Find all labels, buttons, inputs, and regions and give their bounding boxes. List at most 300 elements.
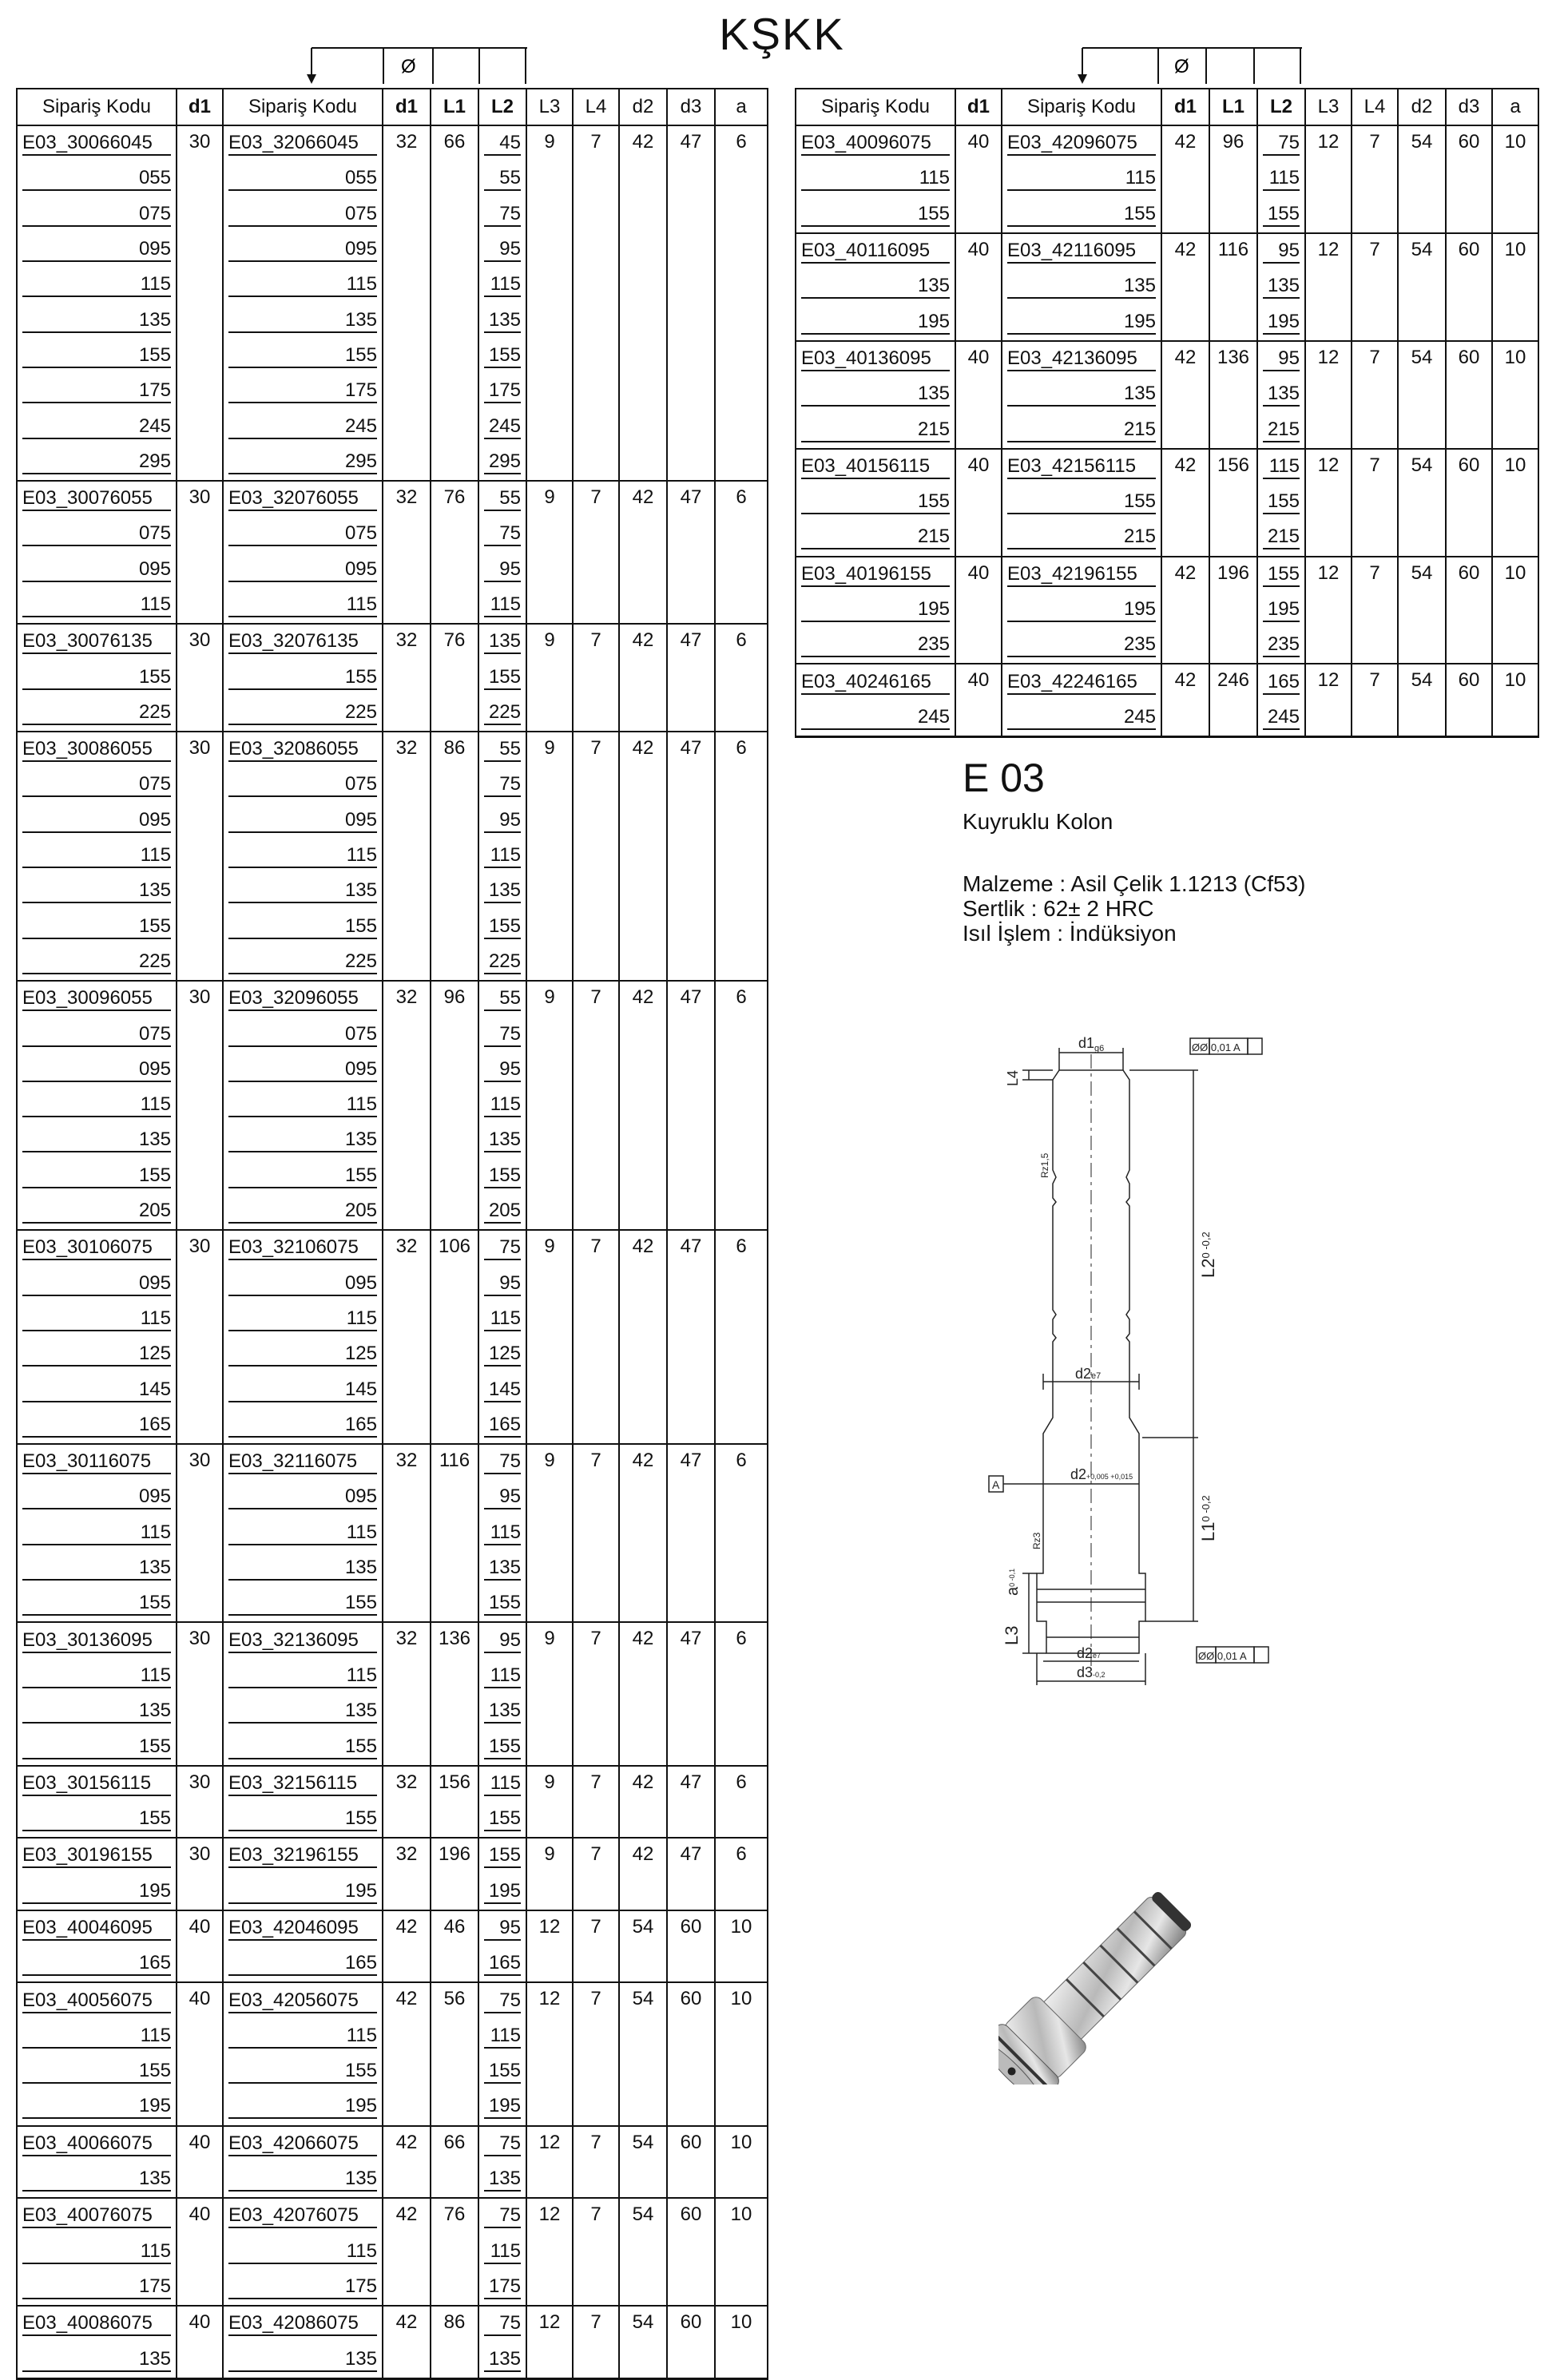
L4-cell <box>573 1267 619 1302</box>
order-code-cell: 135 <box>17 1123 177 1158</box>
d1-cell <box>1161 161 1209 196</box>
L3-cell: 12 <box>526 2306 573 2342</box>
order-code-cell: E03_40246165 <box>796 664 955 700</box>
d1-cell <box>177 268 223 303</box>
L4-cell <box>573 445 619 481</box>
a-cell <box>1492 628 1538 664</box>
L4-cell <box>573 1480 619 1515</box>
column-header: L2 <box>478 89 526 125</box>
L4-cell: 7 <box>573 2306 619 2342</box>
d2-cell <box>619 1802 667 1838</box>
d2-cell: 42 <box>619 1230 667 1266</box>
a-cell <box>715 2162 768 2198</box>
table-row <box>17 1946 768 1982</box>
L1-cell <box>431 1551 478 1586</box>
L1-cell <box>431 1302 478 1337</box>
L3-cell: 12 <box>526 2198 573 2234</box>
order-code-cell: 195 <box>17 2089 177 2125</box>
L2-cell: 115 <box>478 1766 526 1802</box>
d3-cell: 60 <box>1446 125 1492 161</box>
a-cell <box>715 1586 768 1622</box>
L1-cell <box>431 696 478 732</box>
d3-cell: 60 <box>667 1982 715 2018</box>
L4-cell <box>573 1302 619 1337</box>
order-code-cell: E03_32116075 <box>223 1444 383 1480</box>
a-cell: 6 <box>715 624 768 660</box>
roughness-rz3: Rz3 <box>1031 1532 1042 1549</box>
order-code-cell: 115 <box>223 2019 383 2054</box>
table-row <box>796 125 1538 161</box>
L1-cell: 136 <box>1209 341 1257 377</box>
L4-cell <box>573 588 619 624</box>
table-row <box>796 304 1538 340</box>
column-header: L4 <box>1352 89 1398 125</box>
L2-cell: 175 <box>478 2270 526 2306</box>
d2-cell <box>1398 593 1446 628</box>
d2-cell: 42 <box>619 1622 667 1658</box>
order-code-cell: 155 <box>17 2054 177 2089</box>
d3-cell: 60 <box>667 2306 715 2342</box>
order-code-cell: 095 <box>223 803 383 839</box>
L2-cell: 135 <box>1257 269 1305 304</box>
d3-cell <box>667 339 715 374</box>
d1-cell <box>177 374 223 409</box>
L2-cell: 125 <box>478 1337 526 1372</box>
table-row <box>17 268 768 303</box>
d3-cell <box>667 268 715 303</box>
table-row <box>796 341 1538 377</box>
L1-cell: 76 <box>431 2198 478 2234</box>
d1-cell: 30 <box>177 1766 223 1802</box>
d1-cell <box>383 553 431 588</box>
order-code-cell: 075 <box>223 517 383 552</box>
d1-cell: 40 <box>955 341 1002 377</box>
order-code-cell: 195 <box>223 1874 383 1910</box>
table-row <box>17 1480 768 1515</box>
d1-cell <box>383 696 431 732</box>
d1-cell <box>383 1586 431 1622</box>
d2-cell <box>619 874 667 909</box>
column-header: L3 <box>526 89 573 125</box>
order-code-cell: 125 <box>17 1337 177 1372</box>
table-row <box>796 233 1538 269</box>
order-code-cell: 155 <box>223 339 383 374</box>
L4-cell <box>1352 269 1398 304</box>
technical-drawing <box>982 1030 1318 1717</box>
order-code-cell: E03_40066075 <box>17 2126 177 2162</box>
table-row <box>17 445 768 481</box>
L2-cell: 75 <box>478 2198 526 2234</box>
L1-cell <box>431 2270 478 2306</box>
d1-cell <box>177 1586 223 1622</box>
d2-cell <box>619 1194 667 1230</box>
order-code-cell: 155 <box>223 1729 383 1765</box>
d1-cell <box>1161 700 1209 737</box>
d1-cell: 42 <box>1161 341 1209 377</box>
dim-L2: L2$^{0 -0,2}$ <box>1198 1232 1218 1278</box>
L1-cell <box>431 1694 478 1729</box>
L1-cell <box>431 803 478 839</box>
d3-cell <box>667 2342 715 2378</box>
L1-cell: 66 <box>431 2126 478 2162</box>
d1-cell <box>383 1516 431 1551</box>
d1-cell <box>383 1123 431 1158</box>
d1-cell: 40 <box>177 2198 223 2234</box>
d1-cell <box>177 197 223 232</box>
a-cell: 10 <box>1492 449 1538 485</box>
order-code-cell: 135 <box>17 2162 177 2198</box>
order-code-cell: 195 <box>796 304 955 340</box>
L2-cell: 155 <box>1257 485 1305 520</box>
order-code-cell: 155 <box>17 660 177 695</box>
L2-cell: 155 <box>478 2054 526 2089</box>
order-code-cell: E03_42156115 <box>1002 449 1161 485</box>
L3-cell <box>526 1551 573 1586</box>
L2-cell: 55 <box>478 481 526 517</box>
L1-cell: 156 <box>431 1766 478 1802</box>
d2-cell <box>619 1946 667 1982</box>
table-row <box>17 839 768 874</box>
order-code-cell: E03_32086055 <box>223 732 383 768</box>
column-header: L1 <box>431 89 478 125</box>
d1-cell <box>177 1516 223 1551</box>
d3-cell <box>667 1053 715 1088</box>
d1-cell <box>383 2235 431 2270</box>
d2-cell <box>619 2054 667 2089</box>
d3-cell: 47 <box>667 1838 715 1874</box>
d3-cell <box>667 232 715 268</box>
L1-cell <box>431 2089 478 2125</box>
table-row <box>17 803 768 839</box>
d1-cell: 30 <box>177 624 223 660</box>
table-row <box>17 696 768 732</box>
d1-cell <box>1161 197 1209 233</box>
L4-cell: 7 <box>573 1766 619 1802</box>
d1-cell: 30 <box>177 1622 223 1658</box>
L1-cell <box>431 2162 478 2198</box>
table-row <box>796 520 1538 556</box>
L2-cell: 145 <box>478 1372 526 1407</box>
d1-cell <box>383 1408 431 1444</box>
L4-cell <box>573 409 619 444</box>
a-cell: 6 <box>715 481 768 517</box>
a-cell <box>1492 377 1538 412</box>
d2-cell <box>619 1586 667 1622</box>
a-cell <box>715 232 768 268</box>
order-code-cell: 135 <box>223 874 383 909</box>
table-row <box>17 2198 768 2234</box>
d3-cell <box>667 696 715 732</box>
d1-cell <box>955 628 1002 664</box>
order-code-cell: E03_30086055 <box>17 732 177 768</box>
a-cell <box>715 374 768 409</box>
table-row <box>17 2162 768 2198</box>
L1-cell <box>431 268 478 303</box>
a-cell <box>715 2089 768 2125</box>
d1-cell: 40 <box>177 1982 223 2018</box>
table-row <box>17 1123 768 1158</box>
order-code-cell: E03_30136095 <box>17 1622 177 1658</box>
d1-cell <box>177 1802 223 1838</box>
d2-cell <box>619 1053 667 1088</box>
column-header: d2 <box>1398 89 1446 125</box>
d2-cell <box>619 339 667 374</box>
d3-cell: 47 <box>667 1444 715 1480</box>
L1-cell <box>431 910 478 945</box>
d2-cell <box>619 1337 667 1372</box>
L2-cell: 75 <box>478 197 526 232</box>
L4-cell: 7 <box>573 125 619 161</box>
table-row <box>796 161 1538 196</box>
d3-cell <box>667 197 715 232</box>
column-header: d1 <box>1161 89 1209 125</box>
table-row <box>17 1267 768 1302</box>
L2-cell: 155 <box>478 1729 526 1765</box>
order-code-cell: 205 <box>17 1194 177 1230</box>
d1-cell: 32 <box>383 1622 431 1658</box>
table-row <box>17 2306 768 2342</box>
d2-cell <box>1398 485 1446 520</box>
order-code-cell: 095 <box>17 553 177 588</box>
L4-cell <box>573 1802 619 1838</box>
L2-cell: 155 <box>1257 197 1305 233</box>
L1-cell: 196 <box>1209 557 1257 593</box>
a-cell <box>1492 520 1538 556</box>
d1-cell <box>177 445 223 481</box>
L2-cell: 225 <box>478 945 526 981</box>
table-row <box>17 1017 768 1052</box>
dim-d1: $d1_{g6}$ <box>1078 1035 1105 1053</box>
d3-cell <box>667 1088 715 1123</box>
L1-cell <box>431 374 478 409</box>
L3-cell: 12 <box>1305 557 1352 593</box>
a-cell <box>715 1267 768 1302</box>
L4-cell <box>573 1194 619 1230</box>
d3-cell <box>667 2162 715 2198</box>
L2-cell: 155 <box>478 1802 526 1838</box>
L3-cell: 9 <box>526 732 573 768</box>
L3-cell: 12 <box>526 1910 573 1946</box>
L4-cell: 7 <box>573 1622 619 1658</box>
order-code-cell: 245 <box>17 409 177 444</box>
d2-cell: 54 <box>1398 557 1446 593</box>
L3-cell <box>526 1017 573 1052</box>
order-code-cell: 075 <box>17 197 177 232</box>
table-row <box>796 197 1538 233</box>
d1-cell: 30 <box>177 1444 223 1480</box>
L2-cell: 165 <box>478 1946 526 1982</box>
order-code-cell: 095 <box>223 232 383 268</box>
order-code-cell: 115 <box>17 1088 177 1123</box>
a-cell <box>1492 593 1538 628</box>
L4-cell: 7 <box>1352 557 1398 593</box>
table-row <box>17 197 768 232</box>
L2-cell: 205 <box>478 1194 526 1230</box>
order-code-cell: E03_32066045 <box>223 125 383 161</box>
order-code-cell: E03_30196155 <box>17 1838 177 1874</box>
order-code-cell: 215 <box>1002 412 1161 448</box>
L4-cell <box>573 339 619 374</box>
d3-cell: 47 <box>667 732 715 768</box>
d1-cell <box>383 588 431 624</box>
d1-cell <box>383 1017 431 1052</box>
table-row <box>796 700 1538 737</box>
L1-cell <box>431 553 478 588</box>
order-code-cell: 055 <box>223 161 383 196</box>
a-cell <box>715 1302 768 1337</box>
table-row <box>17 910 768 945</box>
L4-cell <box>573 553 619 588</box>
L1-cell <box>431 1053 478 1088</box>
column-header: L1 <box>1209 89 1257 125</box>
L3-cell <box>526 161 573 196</box>
d1-cell <box>383 945 431 981</box>
d1-cell <box>177 2019 223 2054</box>
d2-cell <box>1398 520 1446 556</box>
a-cell <box>715 1194 768 1230</box>
L1-cell <box>431 1586 478 1622</box>
L4-cell <box>1352 593 1398 628</box>
d3-cell <box>667 2270 715 2306</box>
a-cell <box>715 768 768 803</box>
order-code-cell: E03_32106075 <box>223 1230 383 1266</box>
dim-a: $a^{0 -0,1}$ <box>1004 1568 1022 1596</box>
order-code-cell: E03_42116095 <box>1002 233 1161 269</box>
d2-cell <box>619 910 667 945</box>
d3-cell <box>667 553 715 588</box>
d3-cell <box>667 409 715 444</box>
L1-cell <box>431 2342 478 2378</box>
a-cell <box>715 2054 768 2089</box>
d1-cell <box>177 660 223 695</box>
L3-cell <box>526 1946 573 1982</box>
L4-cell: 7 <box>573 1910 619 1946</box>
order-code-cell: 075 <box>17 517 177 552</box>
order-code-cell: 155 <box>223 660 383 695</box>
order-code-cell: 155 <box>17 1802 177 1838</box>
order-code-cell: E03_40076075 <box>17 2198 177 2234</box>
L2-cell: 55 <box>478 981 526 1017</box>
d1-cell <box>177 1946 223 1982</box>
L1-cell <box>431 1123 478 1158</box>
L2-cell: 295 <box>478 445 526 481</box>
L3-cell <box>526 1586 573 1622</box>
d1-cell: 40 <box>955 664 1002 700</box>
L4-cell <box>1352 304 1398 340</box>
L1-cell <box>431 1159 478 1194</box>
order-code-cell: 115 <box>796 161 955 196</box>
L3-cell <box>526 1408 573 1444</box>
L1-cell <box>431 1194 478 1230</box>
L1-cell: 66 <box>431 125 478 161</box>
table-row <box>17 1659 768 1694</box>
d1-cell <box>1161 412 1209 448</box>
L4-cell <box>573 303 619 338</box>
d1-cell <box>177 1159 223 1194</box>
L3-cell: 9 <box>526 1444 573 1480</box>
d1-cell: 30 <box>177 125 223 161</box>
table-row <box>17 768 768 803</box>
order-code-cell: 155 <box>17 910 177 945</box>
L1-cell <box>431 1372 478 1407</box>
L1-cell <box>431 1017 478 1052</box>
table-row <box>17 481 768 517</box>
a-cell <box>1492 700 1538 737</box>
d1-cell <box>383 339 431 374</box>
L1-cell <box>431 768 478 803</box>
d1-cell <box>177 768 223 803</box>
dim-d2-fit: d2+0,005 +0,015 <box>1070 1466 1133 1482</box>
L4-cell <box>1352 520 1398 556</box>
order-code-cell: 225 <box>17 945 177 981</box>
L3-cell <box>1305 485 1352 520</box>
d1-cell: 32 <box>383 1444 431 1480</box>
order-code-cell: E03_40096075 <box>796 125 955 161</box>
table-row <box>17 588 768 624</box>
L2-cell: 115 <box>478 2235 526 2270</box>
order-code-cell: 135 <box>1002 269 1161 304</box>
order-code-cell: E03_40056075 <box>17 1982 177 2018</box>
L3-cell <box>526 803 573 839</box>
L2-cell: 195 <box>478 1874 526 1910</box>
d2-cell <box>619 696 667 732</box>
d2-cell <box>619 1408 667 1444</box>
order-code-cell: 125 <box>223 1337 383 1372</box>
order-code-cell: 135 <box>223 1694 383 1729</box>
a-cell <box>715 1337 768 1372</box>
order-code-cell: 115 <box>17 1516 177 1551</box>
L4-cell <box>573 1159 619 1194</box>
L2-cell: 115 <box>478 1088 526 1123</box>
d1-cell <box>383 874 431 909</box>
L1-cell <box>431 588 478 624</box>
d1-cell <box>177 1659 223 1694</box>
a-cell <box>715 803 768 839</box>
table-row <box>17 1838 768 1874</box>
table-row <box>17 374 768 409</box>
d1-cell <box>177 588 223 624</box>
d1-cell: 40 <box>955 557 1002 593</box>
d1-cell <box>383 1551 431 1586</box>
order-code-cell: E03_42086075 <box>223 2306 383 2342</box>
order-code-cell: 095 <box>223 1267 383 1302</box>
order-code-cell: 135 <box>17 2342 177 2378</box>
a-cell: 10 <box>1492 557 1538 593</box>
d1-cell <box>177 2162 223 2198</box>
order-code-cell: 115 <box>223 1659 383 1694</box>
L1-cell <box>431 1408 478 1444</box>
order-code-cell: 075 <box>223 197 383 232</box>
d1-cell <box>383 2019 431 2054</box>
d3-cell: 47 <box>667 125 715 161</box>
L3-cell <box>526 1372 573 1407</box>
order-code-cell: E03_30076135 <box>17 624 177 660</box>
L4-cell: 7 <box>573 2126 619 2162</box>
a-cell <box>1492 304 1538 340</box>
d2-cell: 42 <box>619 732 667 768</box>
order-code-cell: E03_30156115 <box>17 1766 177 1802</box>
d2-cell <box>619 268 667 303</box>
L3-cell <box>526 2270 573 2306</box>
d3-cell <box>667 2019 715 2054</box>
L2-cell: 75 <box>478 1017 526 1052</box>
order-code-cell: 175 <box>17 374 177 409</box>
L3-cell <box>526 1123 573 1158</box>
order-code-cell: E03_42066075 <box>223 2126 383 2162</box>
L1-cell: 76 <box>431 481 478 517</box>
d1-cell: 30 <box>177 1230 223 1266</box>
L1-cell: 56 <box>431 1982 478 2018</box>
